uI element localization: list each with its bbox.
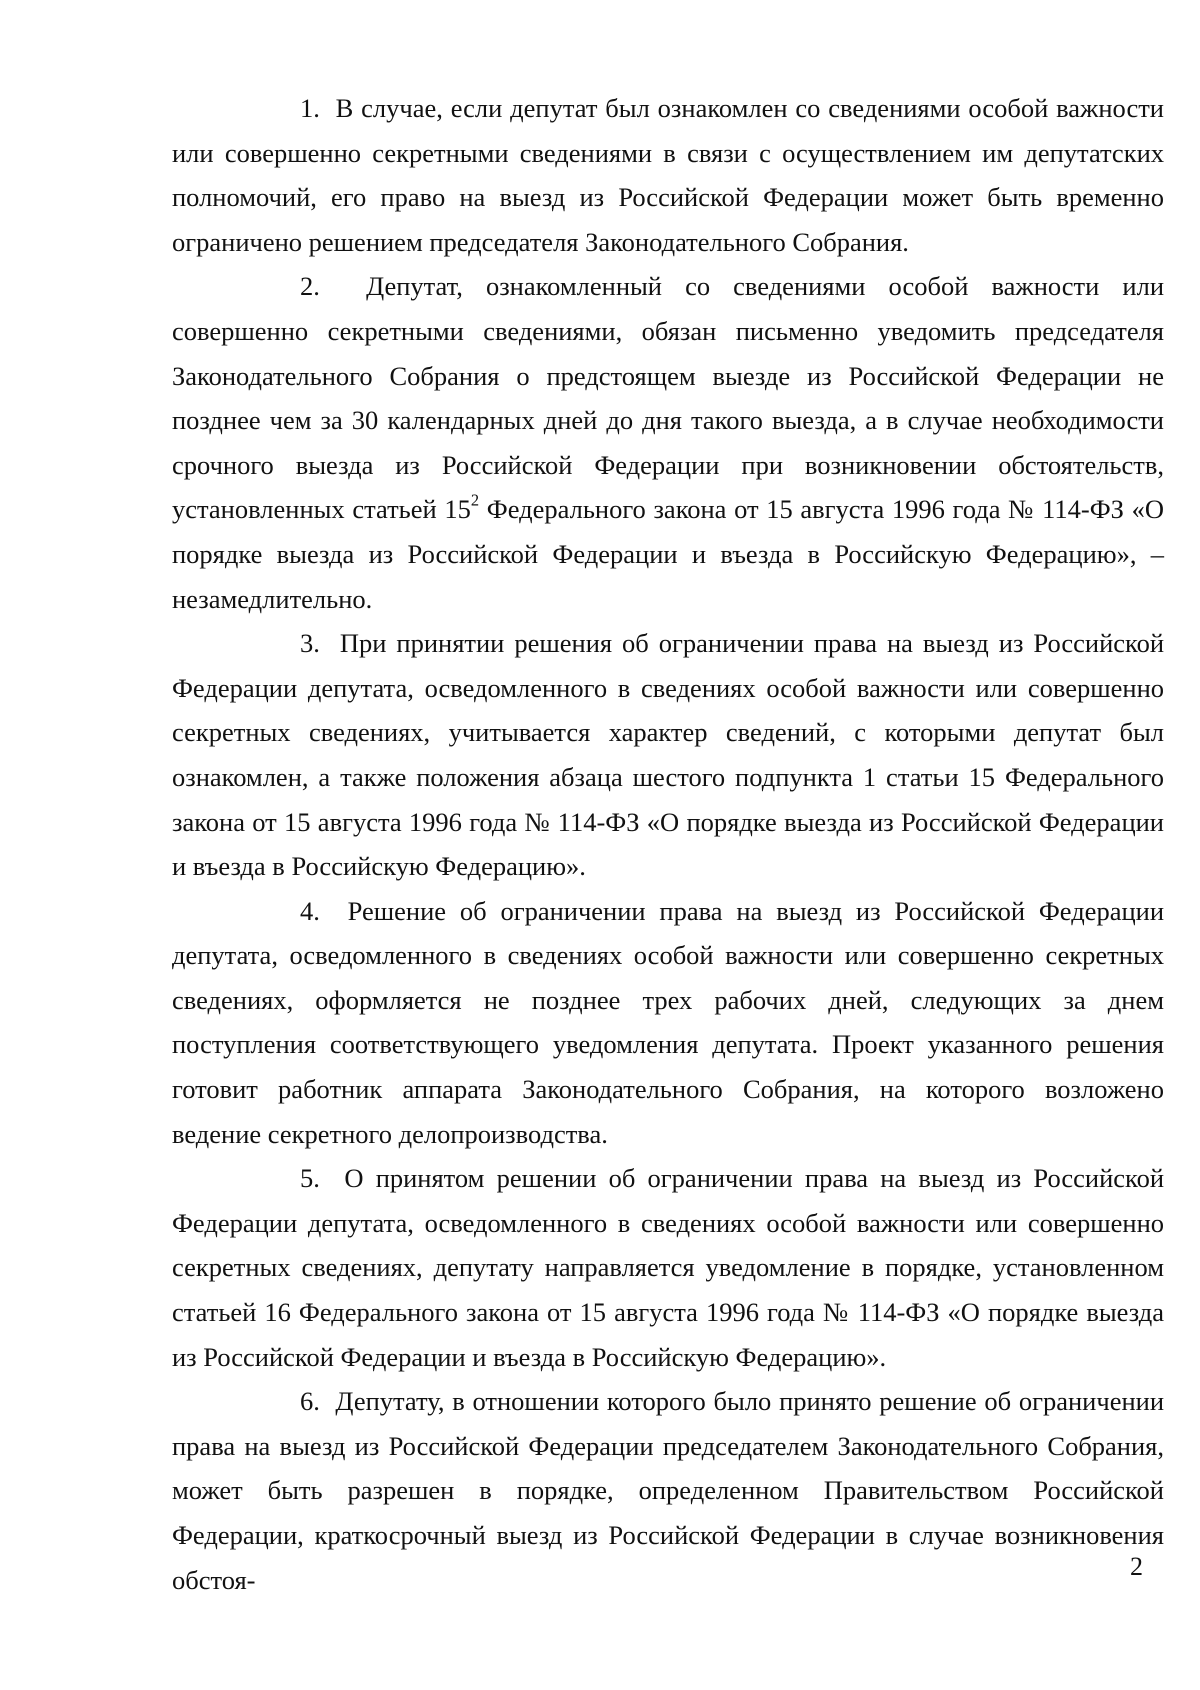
paragraph-1 bbox=[172, 86, 1164, 264]
paragraph-text: Депутату, в отношении которого было принято решение об ограничении права на выезд из Российской Федерации председателем Законодательного Собрания, может быть разрешен в порядке, определенном Правительством Российской Федерации, краткосрочный выезд из Российской Федерации в случае возникновения обстоя- bbox=[172, 1386, 1165, 1595]
paragraph-5 bbox=[172, 1156, 1164, 1379]
paragraph-text: В случае, если депутат был ознакомлен со сведениями особой важности или совершенно секретными сведениями в связи с осуществлением им депутатских полномочий, его право на выезд из Российской Федерации может быть временно ограничено решением председателя Законодательного Собрания. bbox=[172, 93, 1164, 257]
paragraph-text: Депутат, ознакомленный со сведениями особой важности или совершенно секретными сведениями, обязан письменно уведомить председателя Законодательного Собрания о предстоящем выезде из Российской Федерации не позднее чем за 30 календарных дней до дня такого выезда, а в случае необходимости срочного выезда из Российской Федерации при возникновении обстоятельств, установленных статьей 15 bbox=[172, 271, 1164, 525]
paragraph-number: 1. bbox=[300, 93, 320, 123]
paragraph-number: 5. bbox=[300, 1163, 320, 1194]
page-number: 2 bbox=[1130, 1552, 1143, 1581]
paragraph-2 bbox=[172, 264, 1164, 621]
paragraph-4 bbox=[172, 889, 1164, 1157]
paragraph-text: Решение об ограничении права на выезд из Российской Федерации депутата, осведомленного в сведениях особой важности или совершенно секретных сведениях, оформляется не позднее трех рабочих дней, следующих за днем поступления соответствующего уведомления депутата. Проект указанного решения готовит работник аппарата Законодательного Собрания, на которого возложено ведение секретного делопроизводства. bbox=[172, 895, 1165, 1149]
paragraph-6 bbox=[172, 1379, 1164, 1602]
paragraph-number: 6. bbox=[300, 1386, 320, 1417]
document-body bbox=[172, 86, 1164, 1602]
paragraph-text: О принятом решении об ограничении права на выезд из Российской Федерации депутата, осведомленного в сведениях особой важности или совершенно секретных сведениях, депутату направляется уведомление в порядке, установленном статьей 16 Федерального закона от 15 августа 1996 года № 114-ФЗ «О порядке выезда из Российской Федерации и въезда в Российскую Федерацию». bbox=[172, 1163, 1164, 1372]
paragraph-3 bbox=[172, 621, 1164, 889]
paragraph-number: 2. bbox=[300, 271, 320, 302]
paragraph-number: 3. bbox=[300, 628, 320, 659]
paragraph-text: При принятии решения об ограничении права на выезд из Российской Федерации депутата, осведомленного в сведениях особой важности или совершенно секретных сведениях, учитывается характер сведений, с которыми депутат был ознакомлен, а также положения абзаца шестого подпункта 1 статьи 15 Федерального закона от 15 августа 1996 года № 114-ФЗ «О порядке выезда из Российской Федерации и въезда в Российскую Федерацию». bbox=[172, 628, 1165, 882]
article-superscript: 2 bbox=[470, 491, 480, 511]
paragraph-text-continued: Федерального закона от 15 августа 1996 года № 114-ФЗ «О порядке выезда из Российской Федерации и въезда в Российскую Федерацию», – незамедлительно. bbox=[172, 494, 1165, 614]
paragraph-number: 4. bbox=[300, 895, 320, 926]
